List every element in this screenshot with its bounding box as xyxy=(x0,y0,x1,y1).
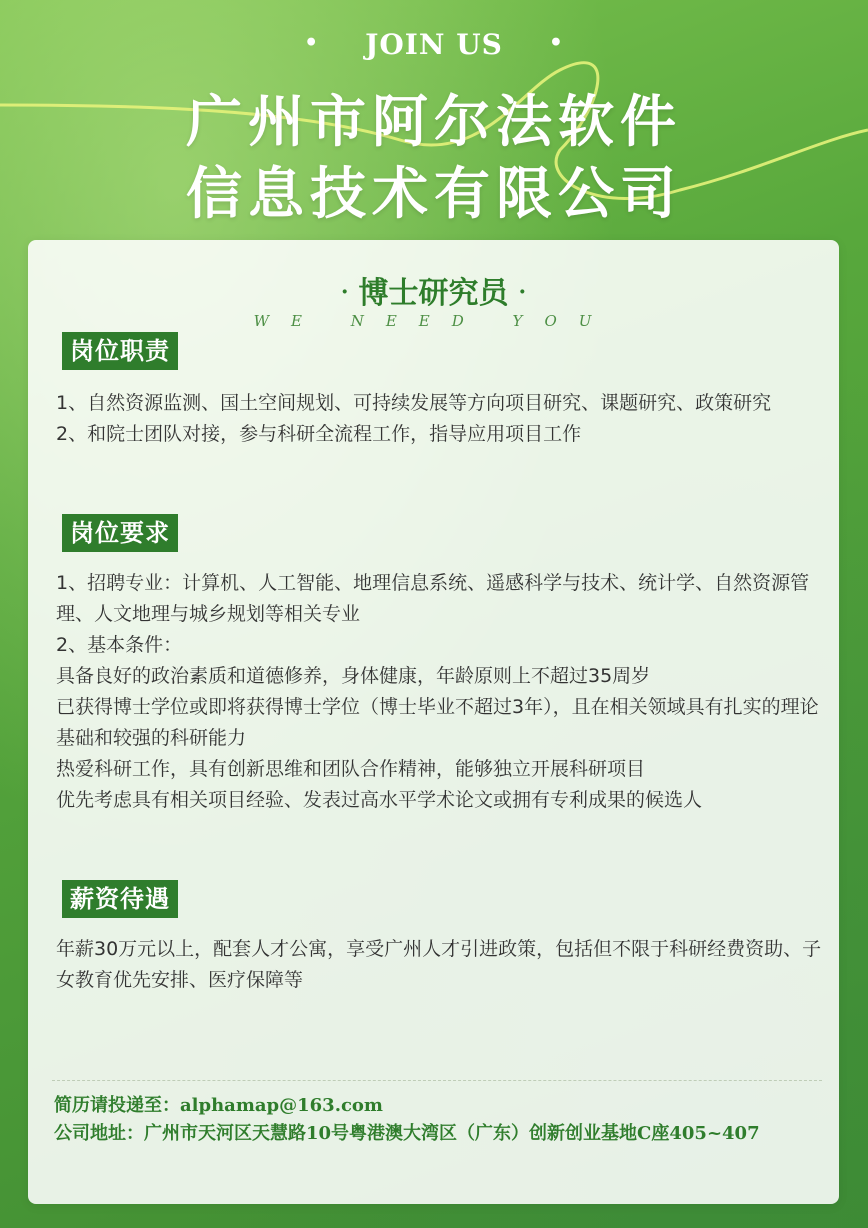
join-us-text: JOIN US xyxy=(365,28,503,61)
salary-item: 年薪30万元以上，配套人才公寓，享受广州人才引进政策，包括但不限于科研经费资助、子女教育优先安排、医疗保障等 xyxy=(56,938,822,991)
duties-text xyxy=(56,388,826,450)
duty-item: 1、自然资源监测、国土空间规划、可持续发展等方向项目研究、课题研究、政策研究 xyxy=(56,392,772,414)
dot-left: • xyxy=(304,30,320,56)
dot-right: · xyxy=(518,279,527,305)
requirement-item: 具备良好的政治素质和道德修养，身体健康，年龄原则上不超过35周岁 xyxy=(56,665,651,687)
requirement-item: 已获得博士学位或即将获得博士学位（博士毕业不超过3年），且在相关领域具有扎实的理论基础和较强的科研能力 xyxy=(56,696,819,749)
join-us-heading xyxy=(0,28,868,61)
position-name: 博士研究员 xyxy=(358,276,509,311)
salary-text xyxy=(56,934,826,996)
salary-label: 薪资待遇 xyxy=(62,880,178,918)
requirements-text xyxy=(56,568,826,816)
duty-item: 2、和院士团队对接，参与科研全流程工作，指导应用项目工作 xyxy=(56,423,582,445)
requirement-item: 优先考虑具有相关项目经验、发表过高水平学术论文或拥有专利成果的候选人 xyxy=(56,789,703,811)
requirement-item: 1、招聘专业：计算机、人工智能、地理信息系统、遥感科学与技术、统计学、自然资源管理、人文地理与城乡规划等相关专业 xyxy=(56,572,810,625)
duties-label: 岗位职责 xyxy=(62,332,178,370)
dot-right: • xyxy=(548,30,564,56)
requirements-label: 岗位要求 xyxy=(62,514,178,552)
requirement-item: 2、基本条件： xyxy=(56,634,183,656)
we-need-you-subtitle: WE NEED YOU xyxy=(253,312,614,330)
position-title xyxy=(28,268,839,312)
requirement-item: 热爱科研工作，具有创新思维和团队合作精神，能够独立开展科研项目 xyxy=(56,758,646,780)
resume-email: 简历请投递至：alphamap@163.com xyxy=(54,1095,383,1116)
contact-info xyxy=(54,1092,824,1148)
divider xyxy=(52,1080,822,1081)
company-title-line-2: 信息技术有限公司 xyxy=(186,162,682,227)
company-address: 公司地址：广州市天河区天慧路10号粤港澳大湾区（广东）创新创业基地C座405~407 xyxy=(54,1123,760,1144)
job-card xyxy=(28,240,839,1204)
dot-left: · xyxy=(340,279,349,305)
company-title-line-1: 广州市阿尔法软件 xyxy=(186,90,682,155)
